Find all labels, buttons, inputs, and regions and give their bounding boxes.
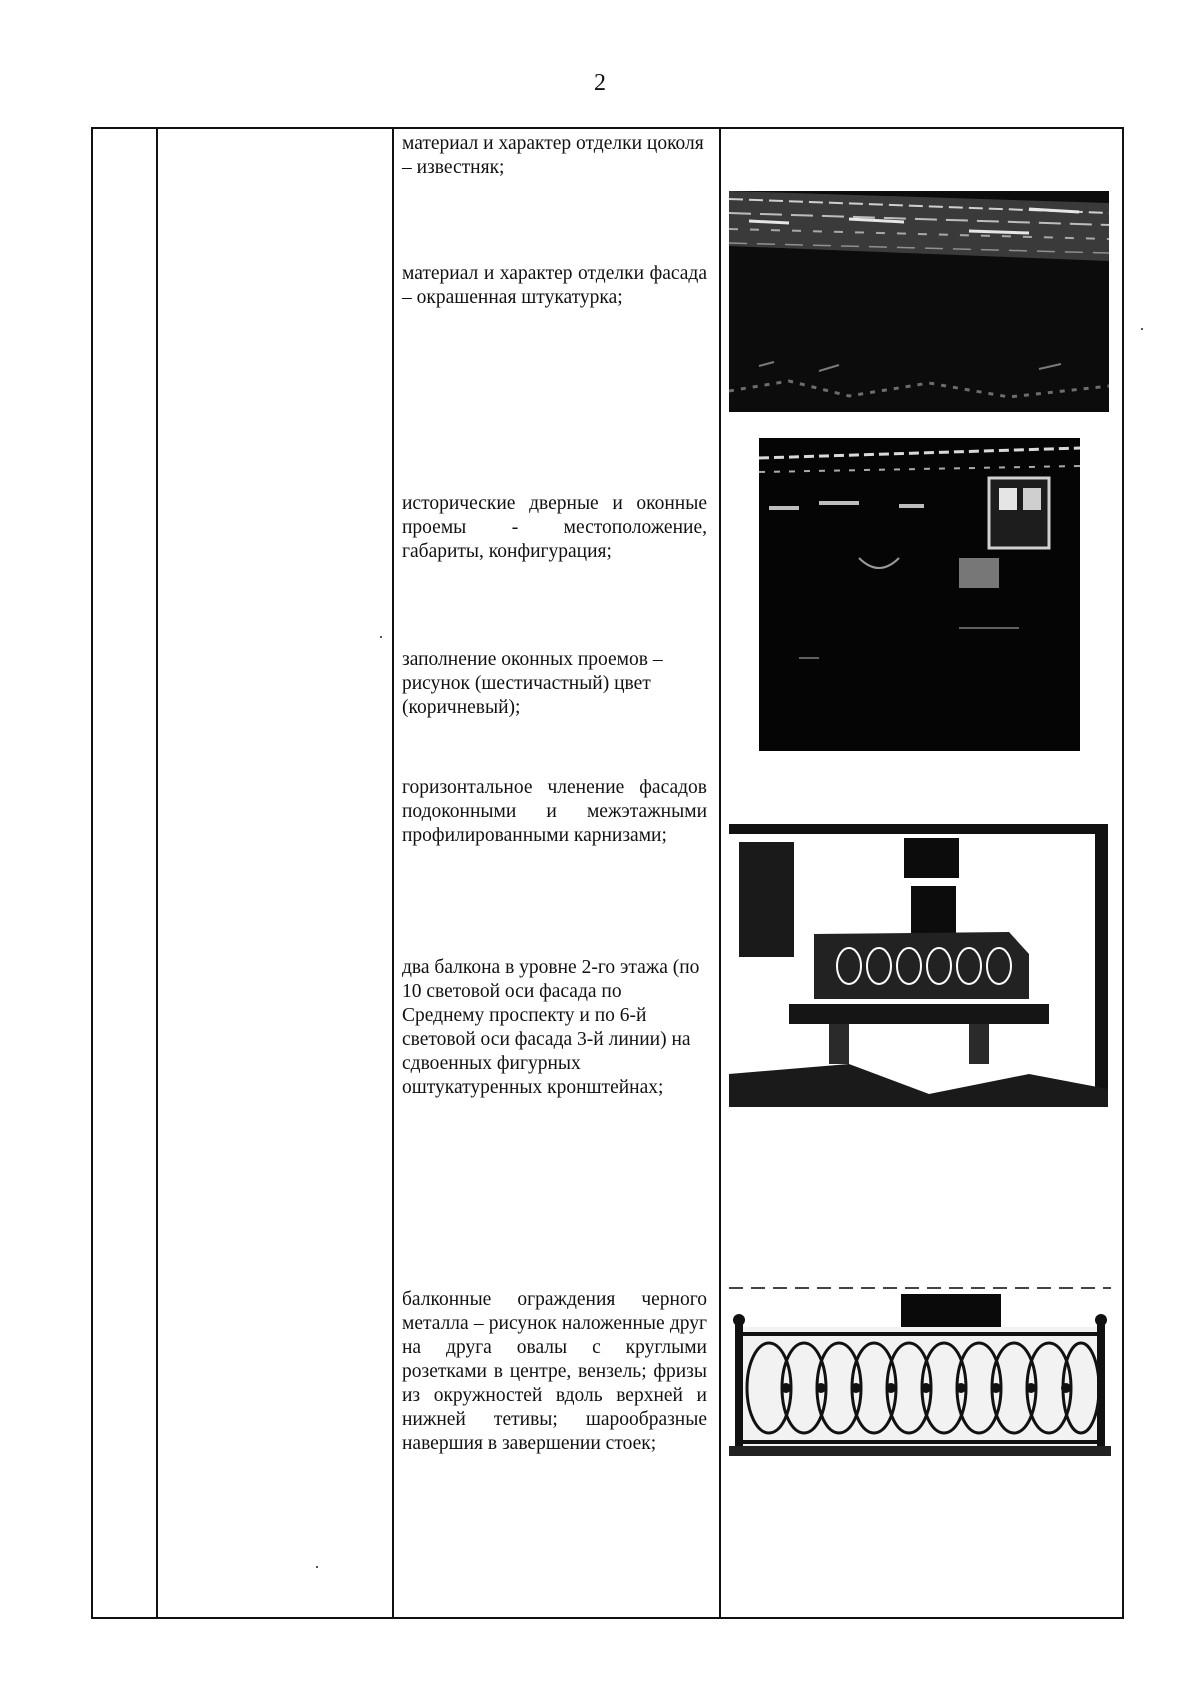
item-balconies: два балкона в уровне 2-го этажа (по 10 световой оси фасада по Среднему проспекту и по 6-й световой оси фасада 3-й линии) на сдвоенных фигурных оштукатуренных кронштейнах; [402,957,700,1098]
table-divider-1 [156,128,158,1619]
item-horizontal-division: горизонтальное членение фасадов подоконными и межэтажными профилированными карнизами; [402,777,707,846]
photo-balcony-railing [729,1282,1111,1456]
scan-speck [316,1566,318,1568]
scan-speck [380,636,382,638]
table-bottom-border [91,1617,1124,1619]
page-number: 2 [594,70,606,96]
table-divider-2 [392,128,394,1619]
item-balcony-railings: балконные ограждения черного металла – рисунок наложенные друг на друга овалы с круглыми розетками в центре, вензель; фризы из окружностей вдоль верхней и нижней тетивы; шарообразные навершия в завершении стоек; [402,1289,707,1454]
photo-window-openings [759,438,1080,751]
table-border-right [1122,128,1124,1619]
item-facade-finish: материал и характер отделки фасада – окрашенная штукатурка; [402,263,707,308]
photo-balcony-brackets [729,824,1108,1107]
scan-speck [1141,328,1143,330]
item-door-window-openings: исторические дверные и оконные проемы - местоположение, габариты, конфигурация; [402,493,707,562]
table-divider-3 [719,128,721,1619]
table-top-border [91,127,1124,129]
table-border-left [91,128,93,1619]
photo-plinth-limestone [729,191,1109,412]
item-window-fill: заполнение оконных проемов – рисунок (шестичастный) цвет (коричневый); [402,649,663,718]
item-plinth-finish: материал и характер отделки цоколя – известняк; [402,133,704,178]
